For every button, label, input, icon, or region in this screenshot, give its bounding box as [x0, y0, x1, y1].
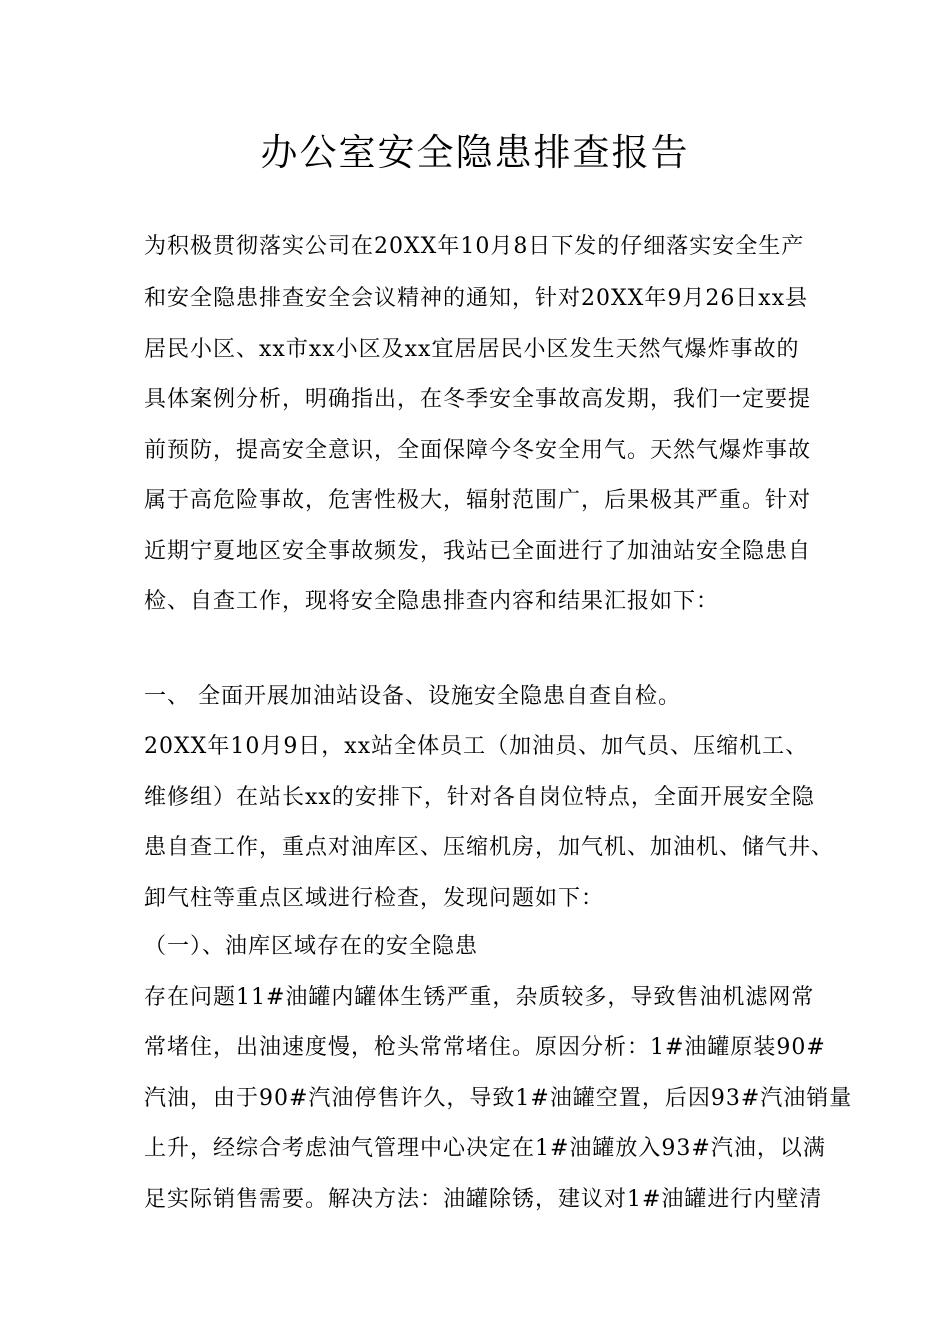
subsection-heading: （一）、油库区域存在的安全隐患	[144, 934, 479, 959]
paragraph-line: 近期宁夏地区安全事故频发，我站已全面进行了加油站安全隐患自	[144, 539, 812, 564]
paragraph-line: 居民小区、xx市xx小区及xx宜居居民小区发生天然气爆炸事故的	[144, 337, 800, 362]
paragraph-line: 患自查工作，重点对油库区、压缩机房，加气机、加油机、储气井、	[144, 835, 835, 860]
paragraph-line: 存在问题11#油罐内罐体生锈严重，杂质较多，导致售油机滤网常	[144, 985, 815, 1010]
paragraph-line: 20XX年10月9日，xx站全体员工（加油员、加气员、压缩机工、	[144, 734, 809, 759]
paragraph-line: 具体案例分析，明确指出，在冬季安全事故高发期，我们一定要提	[144, 387, 812, 412]
paragraph-line: 前预防，提高安全意识，全面保障今冬安全用气。天然气爆炸事故	[144, 438, 812, 463]
paragraph-line: 足实际销售需要。解决方法：油罐除锈，建议对1#油罐进行内壁清	[144, 1187, 823, 1212]
paragraph-line: 维修组）在站长xx的安排下，针对各自岗位特点，全面开展安全隐	[144, 785, 815, 810]
paragraph-line: 和安全隐患排查安全会议精神的通知，针对20XX年9月26日xx县	[144, 286, 809, 311]
document-title: 办公室安全隐患排查报告	[260, 131, 690, 174]
paragraph-line: 属于高危险事故，危害性极大，辐射范围广，后果极其严重。针对	[144, 488, 812, 513]
paragraph-line: 常堵住，出油速度慢，枪头常常堵住。原因分析：1#油罐原装90#	[144, 1035, 826, 1060]
paragraph-line: 上升，经综合考虑油气管理中心决定在1#油罐放入93#汽油，以满	[144, 1136, 826, 1161]
section-heading: 一、 全面开展加油站设备、设施安全隐患自查自检。	[144, 684, 681, 709]
paragraph-line: 检、自查工作，现将安全隐患排查内容和结果汇报如下：	[144, 589, 720, 614]
paragraph-line: 卸气柱等重点区域进行检查，发现问题如下：	[144, 886, 605, 911]
paragraph-line: 为积极贯彻落实公司在20XX年10月8日下发的仔细落实安全生产	[144, 234, 805, 259]
paragraph-line: 汽油，由于90#汽油停售许久，导致1#油罐空置，后因93#汽油销量	[144, 1086, 853, 1111]
